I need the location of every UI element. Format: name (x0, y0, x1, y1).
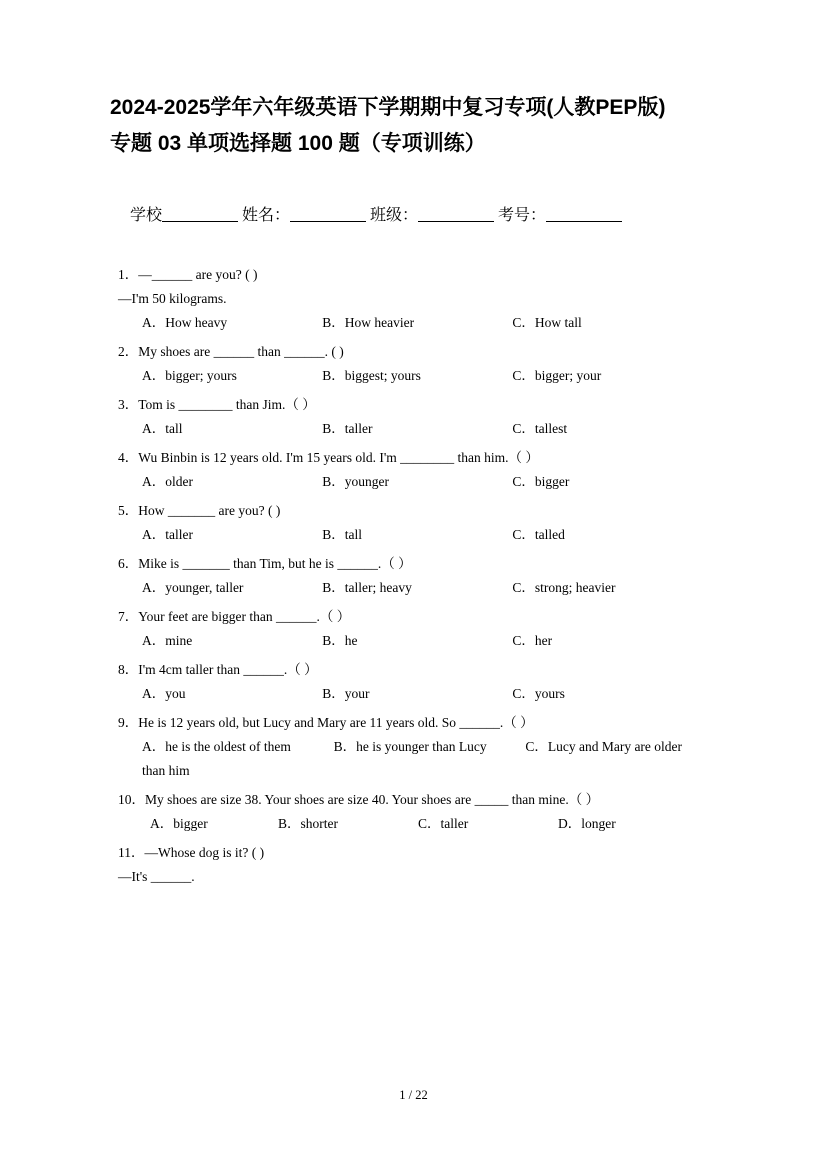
question-item (110, 552, 717, 600)
option-b[interactable]: B．shorter (278, 816, 338, 831)
option-b[interactable]: B．he (322, 633, 358, 648)
option-c[interactable]: C．How tall (512, 315, 582, 330)
option-a[interactable]: A．older (142, 474, 193, 489)
question-item (110, 788, 717, 836)
question-stem: 2．My shoes are ______ than ______. ( ) (118, 344, 344, 359)
question-options (110, 470, 717, 494)
question-stem: 4．Wu Binbin is 12 years old. I'm 15 years old. I'm ________ than him.（ ） (118, 450, 539, 465)
student-info-row (110, 202, 717, 225)
page-footer: 1 / 22 (399, 1088, 428, 1102)
question-subline: —It's ______. (118, 869, 195, 884)
option-a[interactable]: A．he is the oldest of them (142, 739, 291, 754)
class-label: 班级： (370, 207, 419, 224)
question-stem: 5．How _______ are you? ( ) (118, 503, 281, 518)
option-c[interactable]: C．her (512, 633, 553, 648)
option-b[interactable]: B．taller; heavy (322, 580, 412, 595)
option-c[interactable]: C．tallest (512, 421, 568, 436)
option-c[interactable]: C．taller (418, 816, 469, 831)
option-a[interactable]: A．taller (142, 527, 193, 542)
question-subline: —I'm 50 kilograms. (118, 291, 227, 306)
question-stem: 10．My shoes are size 38. Your shoes are size 40. Your shoes are _____ than mine.（ ） (118, 792, 600, 807)
option-a[interactable]: A．How heavy (142, 315, 228, 330)
option-c[interactable]: C．bigger; your (512, 368, 602, 383)
question-item (110, 446, 717, 494)
question-item (110, 393, 717, 441)
option-c[interactable]: C．Lucy and Mary are older (525, 739, 683, 754)
question-stem: 3．Tom is ________ than Jim.（ ） (118, 397, 316, 412)
question-item (110, 841, 717, 889)
question-list (110, 263, 717, 889)
option-continuation: than him (142, 763, 190, 778)
option-b[interactable]: B．biggest; yours (322, 368, 421, 383)
question-item (110, 263, 717, 335)
document-content (110, 92, 717, 894)
option-a[interactable]: A．bigger; yours (142, 368, 237, 383)
question-options (110, 682, 717, 706)
question-item (110, 340, 717, 388)
name-label: 姓名： (242, 207, 291, 224)
option-b[interactable]: B．he is younger than Lucy (333, 739, 487, 754)
option-c[interactable]: C．bigger (512, 474, 570, 489)
option-d[interactable]: D．longer (558, 816, 616, 831)
name-blank (290, 221, 366, 222)
page-title-line-1: 2024-2025学年六年级英语下学期期中复习专项(人教PEP版) (110, 96, 666, 119)
option-b[interactable]: B．younger (322, 474, 390, 489)
question-stem: 9．He is 12 years old, but Lucy and Mary are 11 years old. So ______.（ ） (118, 715, 534, 730)
question-options (110, 523, 717, 547)
question-options (110, 311, 717, 335)
question-options (110, 576, 717, 600)
question-item (110, 605, 717, 653)
option-b[interactable]: B．your (322, 686, 370, 701)
question-options (110, 629, 717, 653)
question-options (110, 417, 717, 441)
question-stem: 6．Mike is _______ than Tim, but he is ______.（ ） (118, 556, 412, 571)
option-c[interactable]: C．strong; heavier (512, 580, 616, 595)
exam-id-blank (546, 221, 622, 222)
option-c[interactable]: C．talled (512, 527, 565, 542)
option-b[interactable]: B．How heavier (322, 315, 415, 330)
question-options (110, 812, 717, 836)
question-stem: 7．Your feet are bigger than ______.（ ） (118, 609, 351, 624)
class-blank (418, 221, 494, 222)
question-options (110, 735, 717, 759)
school-blank (162, 221, 238, 222)
option-a[interactable]: A．bigger (150, 816, 208, 831)
option-c[interactable]: C．yours (512, 686, 565, 701)
option-b[interactable]: B．taller (322, 421, 373, 436)
school-label: 学校 (130, 207, 163, 224)
question-item (110, 711, 717, 783)
question-stem: 8．I'm 4cm taller than ______.（ ） (118, 662, 318, 677)
question-item (110, 658, 717, 706)
option-a[interactable]: A．mine (142, 633, 193, 648)
option-b[interactable]: B．tall (322, 527, 363, 542)
exam-id-label: 考号： (498, 207, 547, 224)
option-a[interactable]: A．younger, taller (142, 580, 244, 595)
option-a[interactable]: A．you (142, 686, 186, 701)
page-title-line-2: 专题 03 单项选择题 100 题（专项训练） (110, 132, 486, 155)
question-stem: 1．—______ are you? ( ) (118, 267, 258, 282)
question-options (110, 364, 717, 388)
question-stem: 11．—Whose dog is it? ( ) (118, 845, 265, 860)
question-item (110, 499, 717, 547)
option-a[interactable]: A．tall (142, 421, 183, 436)
